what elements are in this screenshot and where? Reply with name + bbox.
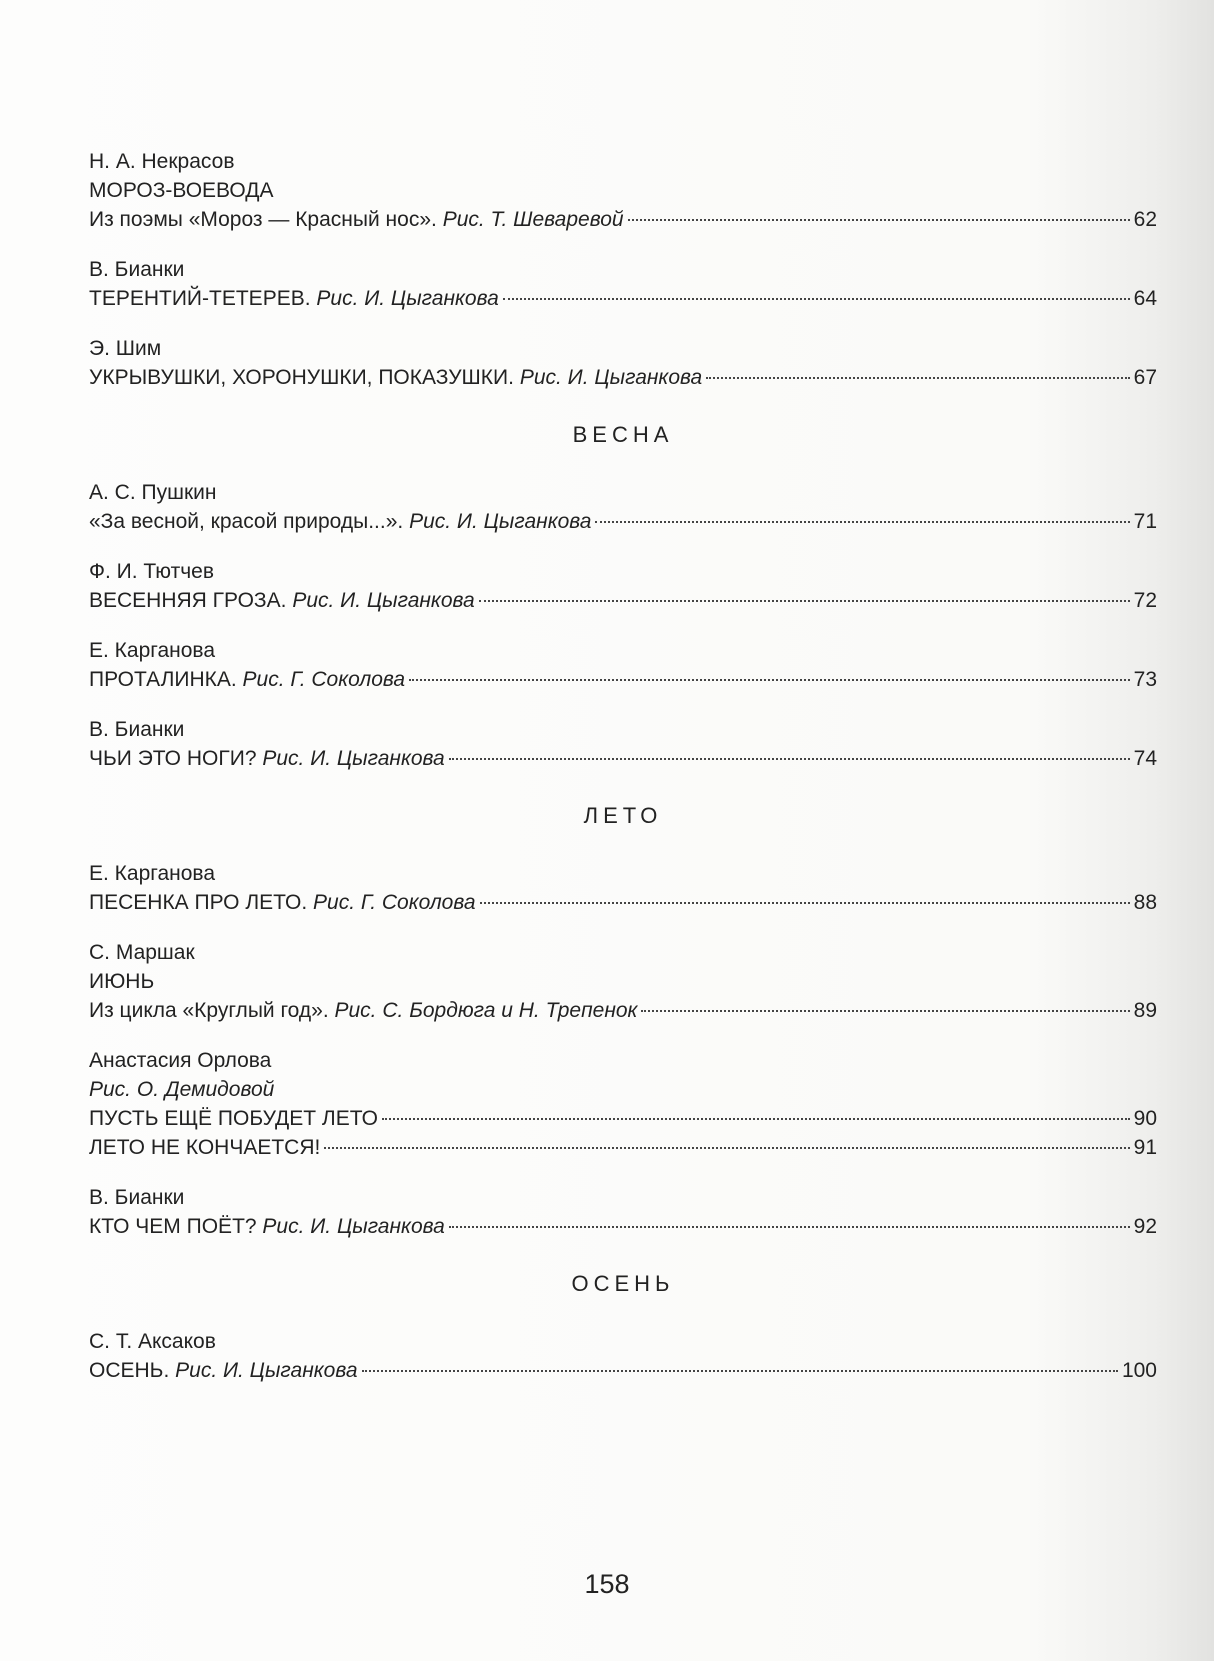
dot-leader bbox=[480, 902, 1130, 904]
page-ref: 88 bbox=[1133, 891, 1157, 914]
toc-row-title: Из цикла «Круглый год». Рис. С. Бордюга и Н. Трепенок bbox=[89, 999, 638, 1022]
illustrator: Рис. С. Бордюга и Н. Трепенок bbox=[334, 999, 638, 1022]
illustrator: Рис. И. Цыганкова bbox=[292, 589, 475, 612]
author-name: Э. Шим bbox=[89, 337, 162, 360]
work-title: МОРОЗ-ВОЕВОДА bbox=[89, 179, 274, 202]
toc-row-title: КТО ЧЕМ ПОЁТ? Рис. И. Цыганкова bbox=[89, 1215, 445, 1238]
toc-row-title: ПУСТЬ ЕЩЁ ПОБУДЕТ ЛЕТО bbox=[89, 1107, 378, 1130]
table-of-contents bbox=[89, 147, 1157, 1406]
toc-entry bbox=[89, 636, 1157, 694]
author-name: Н. А. Некрасов bbox=[89, 150, 235, 173]
dot-leader bbox=[409, 679, 1130, 681]
toc-row-title: ВЕСЕННЯЯ ГРОЗА. Рис. И. Цыганкова bbox=[89, 589, 475, 612]
work-title: ИЮНЬ bbox=[89, 970, 155, 993]
toc-row-title: ЧЬИ ЭТО НОГИ? Рис. И. Цыганкова bbox=[89, 747, 445, 770]
page-ref: 71 bbox=[1133, 510, 1157, 533]
dot-leader bbox=[449, 1226, 1130, 1228]
illustrator: Рис. И. Цыганкова bbox=[262, 747, 445, 770]
toc-row[interactable] bbox=[89, 507, 1157, 536]
toc-row[interactable] bbox=[89, 284, 1157, 313]
dot-leader bbox=[449, 758, 1130, 760]
illustrator: Рис. И. Цыганкова bbox=[316, 287, 499, 310]
illustrator: Рис. И. Цыганкова bbox=[262, 1215, 445, 1238]
toc-entry bbox=[89, 1183, 1157, 1241]
author-name: В. Бианки bbox=[89, 1186, 185, 1209]
page-ref: 72 bbox=[1133, 589, 1157, 612]
toc-row-title: УКРЫВУШКИ, ХОРОНУШКИ, ПОКАЗУШКИ. Рис. И. Цыганкова bbox=[89, 366, 703, 389]
author-name: Анастасия Орлова bbox=[89, 1049, 272, 1072]
illustrator: Рис. Т. Шеваревой bbox=[442, 208, 624, 231]
author-name: Е. Карганова bbox=[89, 639, 216, 662]
author-name: С. Т. Аксаков bbox=[89, 1330, 216, 1353]
toc-row[interactable] bbox=[89, 1212, 1157, 1241]
page-ref: 92 bbox=[1133, 1215, 1157, 1238]
toc-row[interactable] bbox=[89, 1104, 1157, 1133]
page-ref: 100 bbox=[1121, 1359, 1157, 1382]
illustrator: Рис. Г. Соколова bbox=[313, 891, 476, 914]
toc-entry bbox=[89, 255, 1157, 313]
toc-row[interactable] bbox=[89, 1133, 1157, 1162]
author-name: А. С. Пушкин bbox=[89, 481, 217, 504]
dot-leader bbox=[641, 1010, 1129, 1012]
author-name: Ф. И. Тютчев bbox=[89, 560, 214, 583]
toc-row[interactable] bbox=[89, 586, 1157, 615]
toc-row[interactable] bbox=[89, 888, 1157, 917]
dot-leader bbox=[595, 521, 1129, 523]
page-ref: 73 bbox=[1133, 668, 1157, 691]
page-number: 158 bbox=[584, 1569, 630, 1599]
toc-entry bbox=[89, 938, 1157, 1025]
toc-row-title: «За весной, красой природы...». Рис. И. Цыганкова bbox=[89, 510, 592, 533]
page-ref: 91 bbox=[1133, 1136, 1157, 1159]
toc-row[interactable] bbox=[89, 1356, 1157, 1385]
toc-row-title: ЛЕТО НЕ КОНЧАЕТСЯ! bbox=[89, 1136, 321, 1159]
toc-row-title: ПЕСЕНКА ПРО ЛЕТО. Рис. Г. Соколова bbox=[89, 891, 476, 914]
toc-row-title: ПРОТАЛИНКА. Рис. Г. Соколова bbox=[89, 668, 406, 691]
toc-entry bbox=[89, 557, 1157, 615]
toc-row-title: ТЕРЕНТИЙ-ТЕТЕРЕВ. Рис. И. Цыганкова bbox=[89, 287, 499, 310]
illustrator: Рис. Г. Соколова bbox=[242, 668, 406, 691]
dot-leader bbox=[324, 1147, 1129, 1149]
dot-leader bbox=[382, 1118, 1130, 1120]
toc-row[interactable] bbox=[89, 363, 1157, 392]
page-ref: 64 bbox=[1133, 287, 1157, 310]
toc-row-title: ОСЕНЬ. Рис. И. Цыганкова bbox=[89, 1359, 358, 1382]
dot-leader bbox=[479, 600, 1130, 602]
page-ref: 62 bbox=[1133, 208, 1157, 231]
toc-entry bbox=[89, 715, 1157, 773]
toc-entry bbox=[89, 859, 1157, 917]
toc-row[interactable] bbox=[89, 205, 1157, 234]
toc-entry bbox=[89, 1046, 1157, 1162]
toc-row[interactable] bbox=[89, 744, 1157, 773]
toc-row[interactable] bbox=[89, 996, 1157, 1025]
toc-entry bbox=[89, 147, 1157, 234]
dot-leader bbox=[362, 1370, 1118, 1372]
section-heading-spring: ВЕСНА bbox=[572, 422, 674, 447]
toc-row-title: Из поэмы «Мороз — Красный нос». Рис. Т. Шеваревой bbox=[89, 208, 624, 231]
dot-leader bbox=[628, 219, 1130, 221]
illustrator: Рис. И. Цыганкова bbox=[175, 1359, 358, 1382]
page-ref: 74 bbox=[1133, 747, 1157, 770]
page-ref: 90 bbox=[1133, 1107, 1157, 1130]
illustrator: Рис. И. Цыганкова bbox=[409, 510, 592, 533]
page-ref: 89 bbox=[1133, 999, 1157, 1022]
toc-row[interactable] bbox=[89, 665, 1157, 694]
toc-entry bbox=[89, 1327, 1157, 1385]
author-name: В. Бианки bbox=[89, 258, 185, 281]
toc-entry bbox=[89, 334, 1157, 392]
section-heading-summer: ЛЕТО bbox=[583, 803, 663, 828]
dot-leader bbox=[503, 298, 1130, 300]
author-name: С. Маршак bbox=[89, 941, 195, 964]
dot-leader bbox=[706, 377, 1129, 379]
author-name: В. Бианки bbox=[89, 718, 185, 741]
author-name: Е. Карганова bbox=[89, 862, 216, 885]
illustrator: Рис. И. Цыганкова bbox=[519, 366, 703, 389]
illustrator-line: Рис. О. Демидовой bbox=[89, 1078, 275, 1101]
section-heading-autumn: ОСЕНЬ bbox=[571, 1271, 675, 1296]
toc-entry bbox=[89, 478, 1157, 536]
page-ref: 67 bbox=[1133, 366, 1157, 389]
